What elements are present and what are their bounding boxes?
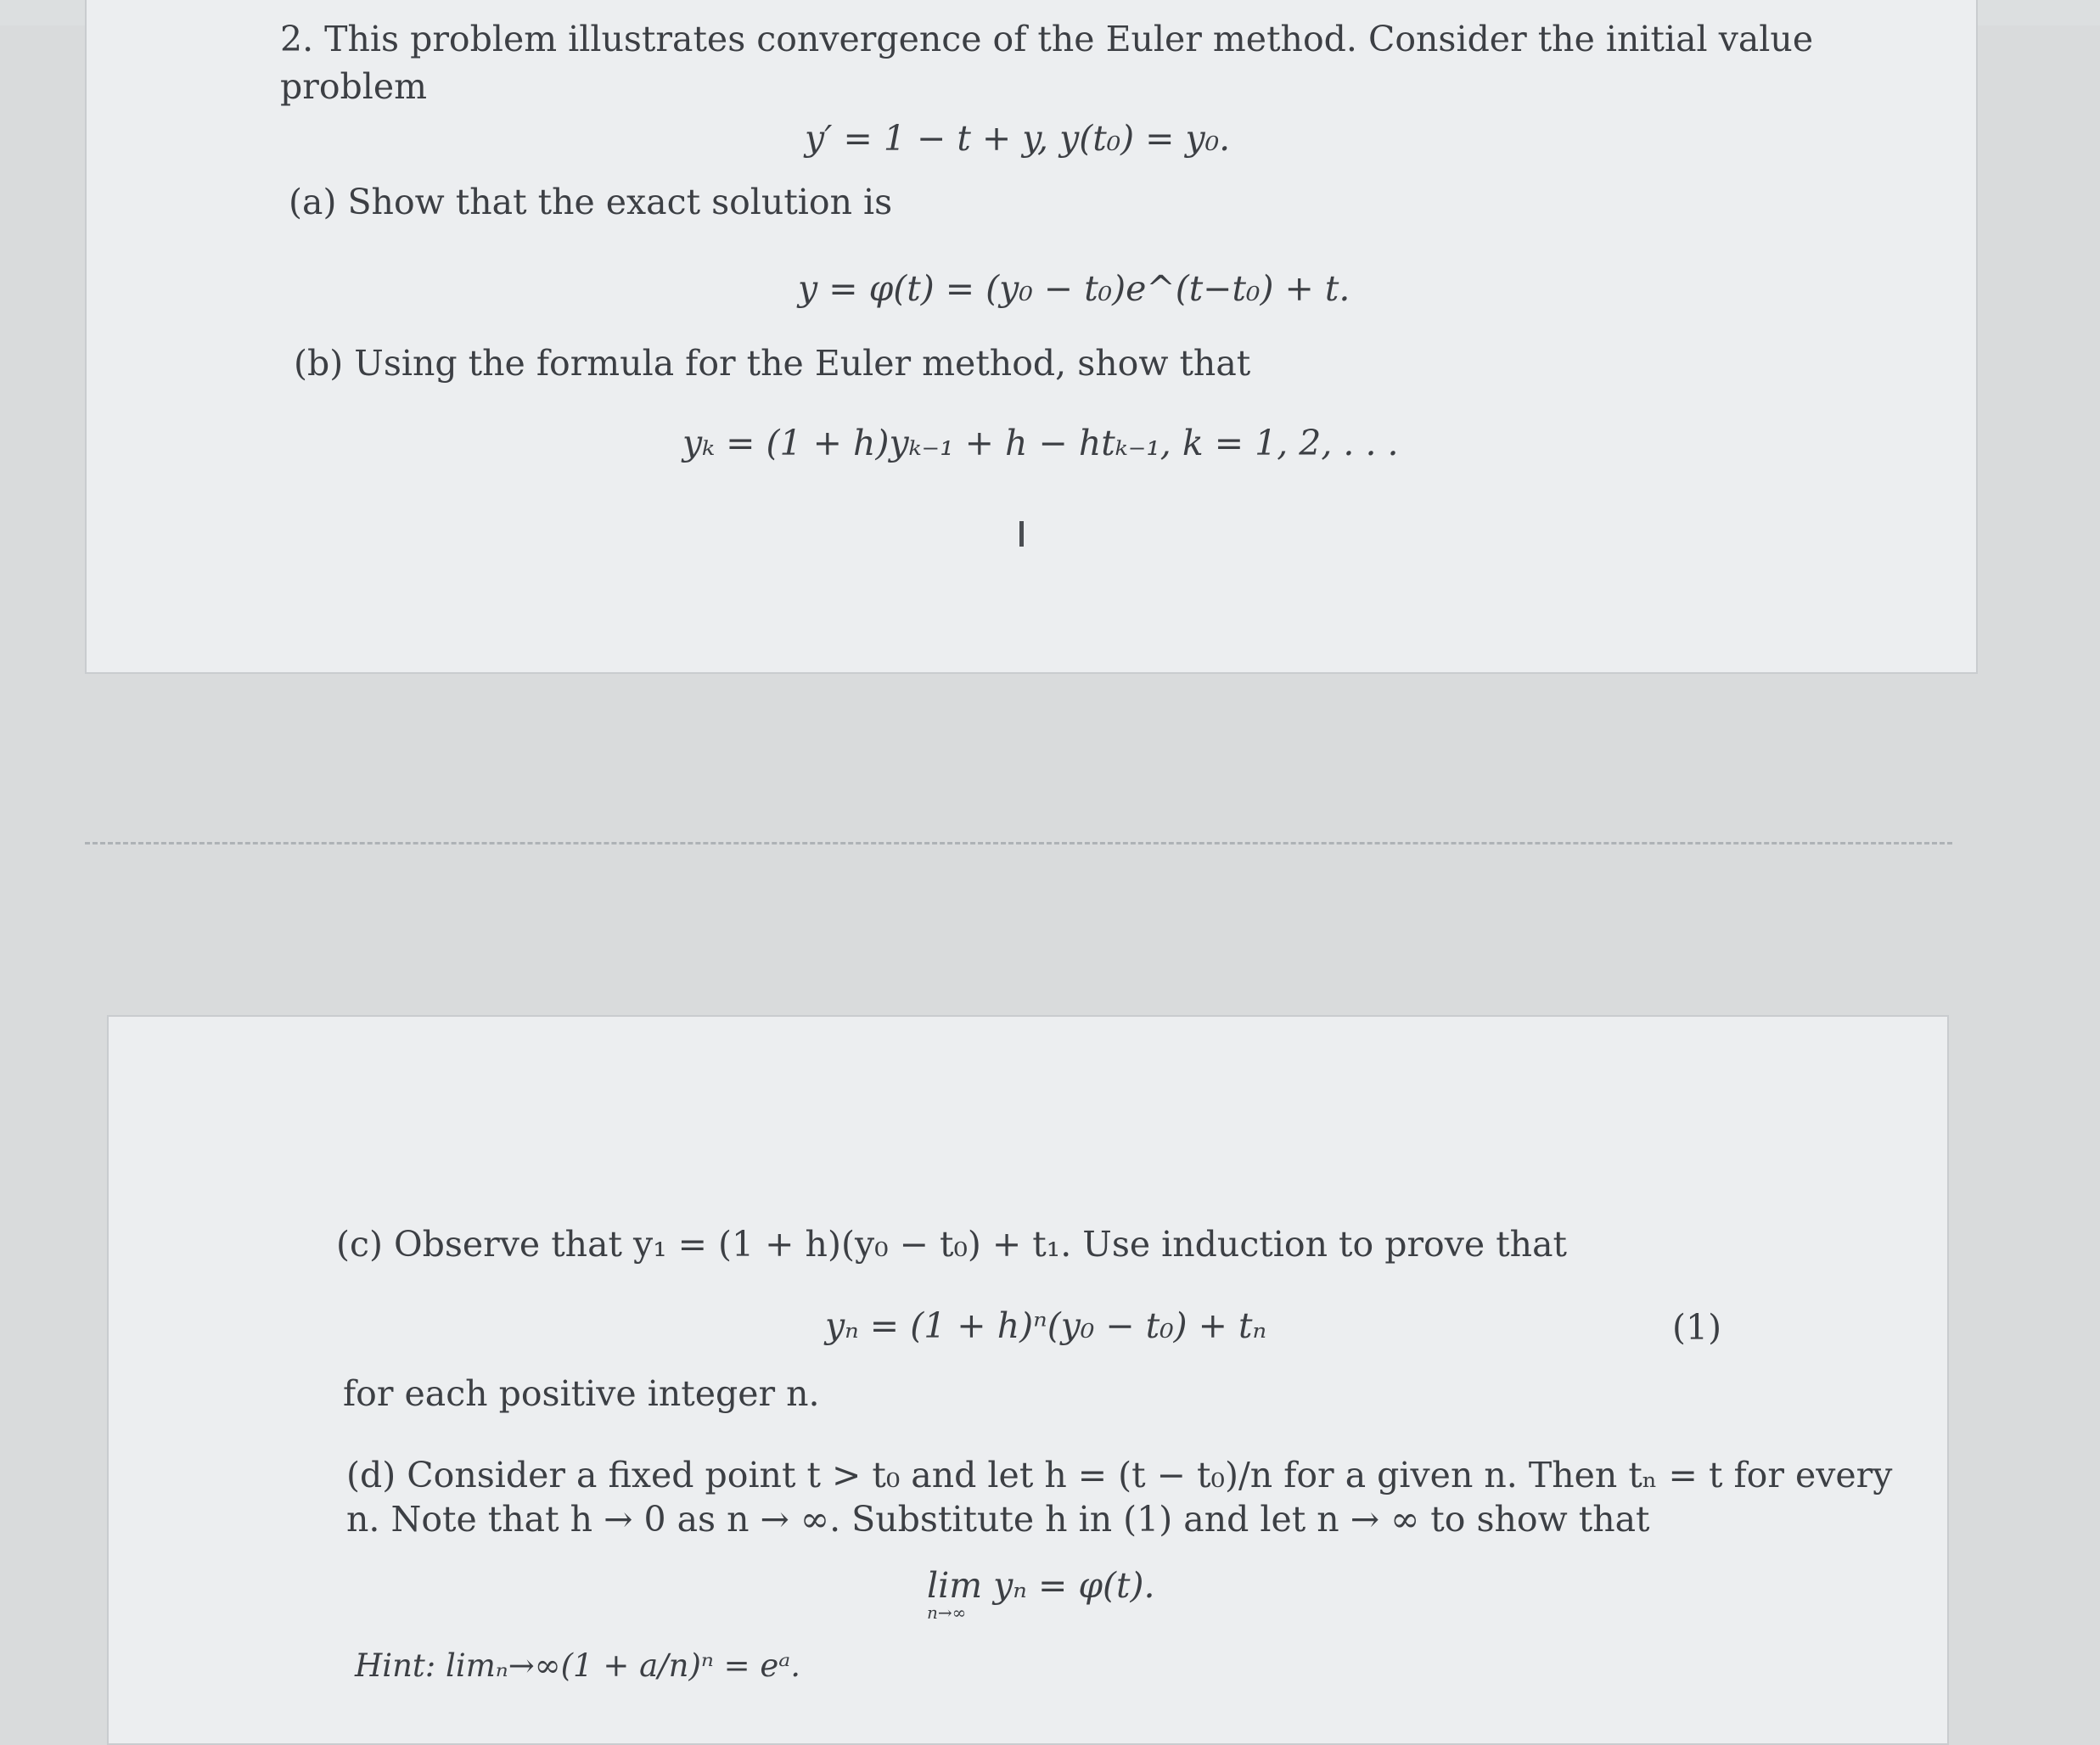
limit-subscript: n→∞ (927, 1602, 967, 1623)
text-cursor-icon (1019, 521, 1024, 547)
problem-intro-line1: 2. This problem illustrates convergence of the Euler method. Consider the initial value (280, 19, 1814, 59)
part-c-text: (c) Observe that y₁ = (1 + h)(y₀ − t₀) + t₁. Use induction to prove that (336, 1224, 1567, 1265)
part-b-text: (b) Using the formula for the Euler method, show that (294, 343, 1251, 384)
induction-equation: yₙ = (1 + h)ⁿ(y₀ − t₀) + tₙ (825, 1305, 1267, 1346)
hint-text: Hint: limₙ→∞(1 + a/n)ⁿ = eᵃ. (355, 1647, 800, 1684)
equation-number: (1) (1672, 1307, 1722, 1348)
limit-equation: lim yₙ = φ(t). (927, 1565, 1155, 1606)
part-d-line2: n. Note that h → 0 as n → ∞. Substitute h in (1) and let n → ∞ to show that (346, 1499, 1650, 1540)
part-d-line1: (d) Consider a fixed point t > t₀ and let h = (t − t₀)/n for a given n. Then tₙ = t for every (346, 1455, 1893, 1495)
euler-formula-equation: yₖ = (1 + h)yₖ₋₁ + h − htₖ₋₁, k = 1, 2, . . . (682, 423, 1399, 463)
part-c-tail-text: for each positive integer n. (343, 1373, 820, 1414)
problem-intro-line2: problem (280, 66, 428, 107)
part-a-text: (a) Show that the exact solution is (289, 182, 893, 222)
ivp-equation: y′ = 1 − t + y, y(t₀) = y₀. (805, 118, 1231, 159)
dashed-separator (85, 842, 1952, 844)
exact-solution-equation: y = φ(t) = (y₀ − t₀)e^(t−t₀) + t. (798, 268, 1350, 309)
